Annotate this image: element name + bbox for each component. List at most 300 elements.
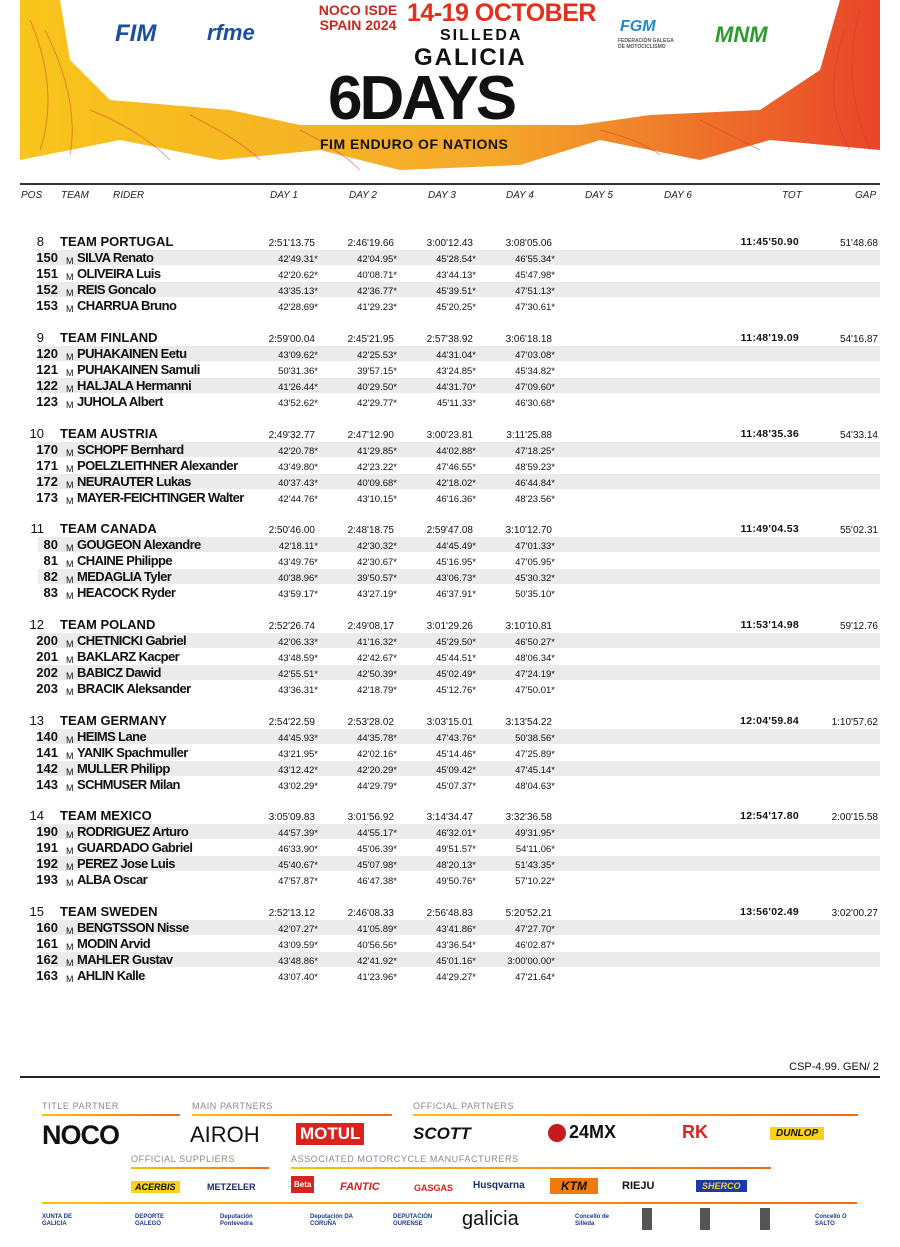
rider-name: MAHLER Gustav bbox=[77, 952, 173, 967]
team-position: 8 bbox=[36, 234, 44, 249]
rider-day-time: 42'25.53* bbox=[357, 350, 397, 361]
rider-row bbox=[0, 936, 900, 952]
rider-day-time: 45'34.82* bbox=[515, 366, 555, 377]
24mx-logo bbox=[548, 1122, 616, 1143]
team-day-time: 3:13'54.22 bbox=[505, 717, 552, 728]
rk-logo: RK bbox=[682, 1122, 708, 1142]
rider-day-time: 50'31.36* bbox=[278, 366, 318, 377]
rider-day-time: 44'31.70* bbox=[436, 382, 476, 393]
team-gap: 51'48.68 bbox=[839, 238, 878, 249]
rider-day-time: 40'56.56* bbox=[357, 940, 397, 951]
rider-row bbox=[0, 394, 900, 410]
rider-row bbox=[0, 282, 900, 298]
rider-number: 150 bbox=[36, 250, 58, 265]
team-gap: 59'12.76 bbox=[839, 621, 878, 632]
rider-name: SILVA Renato bbox=[77, 250, 154, 265]
rider-number: 201 bbox=[36, 649, 58, 664]
rider-class: M bbox=[66, 352, 74, 362]
rider-name: MODIN Arvid bbox=[77, 936, 151, 951]
rider-day-time: 48'20.13* bbox=[436, 860, 476, 871]
rider-day-time: 44'55.17* bbox=[357, 828, 397, 839]
team-position: 9 bbox=[36, 330, 44, 345]
rider-day-time: 39'57.15* bbox=[357, 366, 397, 377]
rider-day-time: 48'06.34* bbox=[515, 653, 555, 664]
team-day-time: 5:20'52.21 bbox=[505, 908, 552, 919]
municipal-crest-icon bbox=[642, 1208, 652, 1230]
rider-day-time: 50'35.10* bbox=[515, 589, 555, 600]
team-day-time: 3:32'36.58 bbox=[505, 812, 552, 823]
rider-number: 170 bbox=[36, 442, 58, 457]
rieju-logo: RIEJU bbox=[622, 1180, 655, 1192]
rider-day-time: 47'27.70* bbox=[515, 924, 555, 935]
rider-name: JUHOLA Albert bbox=[77, 394, 163, 409]
rider-day-time: 49'31.95* bbox=[515, 828, 555, 839]
rider-day-time: 44'31.04* bbox=[436, 350, 476, 361]
rider-day-time: 42'44.76* bbox=[278, 494, 318, 505]
team-day-time: 3:06'18.18 bbox=[505, 334, 552, 345]
rider-day-time: 45'12.76* bbox=[436, 685, 476, 696]
rider-number: 172 bbox=[36, 474, 58, 489]
fim-logo: FIM bbox=[115, 20, 157, 47]
section-bar bbox=[42, 1202, 857, 1204]
rider-day-time: 47'30.61* bbox=[515, 302, 555, 313]
rider-day-time: 43'02.29* bbox=[278, 781, 318, 792]
rider-day-time: 43'52.62* bbox=[278, 398, 318, 409]
rider-name: PUHAKAINEN Eetu bbox=[77, 346, 187, 361]
team-day-time: 2:54'22.59 bbox=[268, 717, 315, 728]
rider-row bbox=[0, 537, 900, 553]
rider-day-time: 42'20.62* bbox=[278, 270, 318, 281]
team-name: TEAM CANADA bbox=[60, 521, 157, 536]
rider-name: ALBA Oscar bbox=[77, 872, 148, 887]
rider-day-time: 40'37.43* bbox=[278, 478, 318, 489]
rider-day-time: 48'23.56* bbox=[515, 494, 555, 505]
dunlop-logo: DUNLOP bbox=[770, 1127, 824, 1140]
team-day-time: 3:10'12.70 bbox=[505, 525, 552, 536]
rider-name: AHLIN Kalle bbox=[77, 968, 145, 983]
rider-day-time: 42'06.33* bbox=[278, 637, 318, 648]
rider-row bbox=[0, 490, 900, 506]
mnm-logo: MNM bbox=[715, 22, 768, 47]
team-row bbox=[0, 330, 900, 346]
rider-row bbox=[0, 362, 900, 378]
rider-number: 190 bbox=[36, 824, 58, 839]
rider-number: 80 bbox=[43, 537, 58, 552]
rider-class: M bbox=[66, 400, 74, 410]
rider-row bbox=[0, 458, 900, 474]
team-gap: 54'16.87 bbox=[839, 334, 878, 345]
team-day-time: 2:49'08.17 bbox=[347, 621, 394, 632]
rider-class: M bbox=[66, 256, 74, 266]
metzeler-logo: METZELER bbox=[207, 1182, 256, 1192]
col-day-2: DAY 2 bbox=[349, 190, 377, 201]
team-row bbox=[0, 808, 900, 824]
rider-day-time: 43'44.13* bbox=[436, 270, 476, 281]
rider-number: 83 bbox=[43, 585, 58, 600]
rider-class: M bbox=[66, 496, 74, 506]
rider-class: M bbox=[66, 751, 74, 761]
team-gap: 1:10'57.62 bbox=[831, 717, 878, 728]
rider-day-time: 43'27.19* bbox=[357, 589, 397, 600]
rider-number: 173 bbox=[36, 490, 58, 505]
rider-number: 162 bbox=[36, 952, 58, 967]
rider-name: BAKLARZ Kacper bbox=[77, 649, 180, 664]
team-total-time: 13:56'02.49 bbox=[740, 906, 799, 918]
col-rider: RIDER bbox=[113, 190, 145, 201]
rider-day-time: 43'36.31* bbox=[278, 685, 318, 696]
rider-name: BENGTSSON Nisse bbox=[77, 920, 189, 935]
header-divider bbox=[20, 183, 880, 185]
team-gap: 2:00'15.58 bbox=[831, 812, 878, 823]
rider-number: 82 bbox=[43, 569, 58, 584]
rider-class: M bbox=[66, 862, 74, 872]
rider-name: GUARDADO Gabriel bbox=[77, 840, 193, 855]
rider-day-time: 46'30.68* bbox=[515, 398, 555, 409]
rider-row bbox=[0, 824, 900, 840]
rider-class: M bbox=[66, 767, 74, 777]
rider-day-time: 47'18.25* bbox=[515, 446, 555, 457]
rider-day-time: 41'29.85* bbox=[357, 446, 397, 457]
rider-number: 200 bbox=[36, 633, 58, 648]
team-day-time: 2:46'08.33 bbox=[347, 908, 394, 919]
rider-day-time: 43'49.80* bbox=[278, 462, 318, 473]
rider-name: MULLER Philipp bbox=[77, 761, 170, 776]
rider-number: 122 bbox=[36, 378, 58, 393]
rider-day-time: 40'38.96* bbox=[278, 573, 318, 584]
team-total-time: 12:54'17.80 bbox=[740, 810, 799, 822]
rider-day-time: 43'59.17* bbox=[278, 589, 318, 600]
rider-day-time: 46'47.38* bbox=[357, 876, 397, 887]
rider-day-time: 47'43.76* bbox=[436, 733, 476, 744]
rider-day-time: 47'51.13* bbox=[515, 286, 555, 297]
col-day-5: DAY 5 bbox=[585, 190, 613, 201]
rider-number: 81 bbox=[43, 553, 58, 568]
rider-day-time: 44'02.88* bbox=[436, 446, 476, 457]
rider-day-time: 43'48.59* bbox=[278, 653, 318, 664]
rider-day-time: 46'44.84* bbox=[515, 478, 555, 489]
team-day-time: 2:52'26.74 bbox=[268, 621, 315, 632]
acerbis-logo: ACERBIS bbox=[131, 1181, 180, 1193]
rider-day-time: 43'41.86* bbox=[436, 924, 476, 935]
team-row bbox=[0, 617, 900, 633]
rider-number: 151 bbox=[36, 266, 58, 281]
rider-number: 141 bbox=[36, 745, 58, 760]
rider-day-time: 46'33.90* bbox=[278, 844, 318, 855]
rider-class: M bbox=[66, 655, 74, 665]
rider-number: 123 bbox=[36, 394, 58, 409]
rider-day-time: 46'16.36* bbox=[436, 494, 476, 505]
rider-row bbox=[0, 442, 900, 458]
rider-day-time: 3:00'00.00* bbox=[507, 956, 555, 967]
rider-day-time: 42'18.02* bbox=[436, 478, 476, 489]
team-gap: 55'02.31 bbox=[839, 525, 878, 536]
rider-day-time: 42'18.79* bbox=[357, 685, 397, 696]
rider-day-time: 44'29.79* bbox=[357, 781, 397, 792]
rider-day-time: 43'07.40* bbox=[278, 972, 318, 983]
event-subtitle: FIM ENDURO OF NATIONS bbox=[320, 136, 509, 152]
rider-number: 192 bbox=[36, 856, 58, 871]
rider-class: M bbox=[66, 735, 74, 745]
rider-number: 120 bbox=[36, 346, 58, 361]
rider-day-time: 47'21.64* bbox=[515, 972, 555, 983]
rider-number: 203 bbox=[36, 681, 58, 696]
rider-number: 193 bbox=[36, 872, 58, 887]
team-day-time: 2:53'28.02 bbox=[347, 717, 394, 728]
rider-class: M bbox=[66, 272, 74, 282]
rider-day-time: 43'35.13* bbox=[278, 286, 318, 297]
rider-class: M bbox=[66, 671, 74, 681]
ktm-logo: KTM bbox=[550, 1178, 598, 1194]
rider-row bbox=[0, 298, 900, 314]
rider-day-time: 42'55.51* bbox=[278, 669, 318, 680]
team-name: TEAM PORTUGAL bbox=[60, 234, 174, 249]
team-gap: 3:02'00.27 bbox=[831, 908, 878, 919]
rider-row bbox=[0, 856, 900, 872]
institution-logo: XUNTA DE GALICIA bbox=[42, 1214, 72, 1227]
rider-class: M bbox=[66, 926, 74, 936]
rider-day-time: 43'06.73* bbox=[436, 573, 476, 584]
rider-day-time: 47'24.19* bbox=[515, 669, 555, 680]
team-name: TEAM GERMANY bbox=[60, 713, 167, 728]
rider-row bbox=[0, 569, 900, 585]
main-partners-label: MAIN PARTNERS bbox=[192, 1101, 273, 1111]
team-day-time: 3:01'56.92 bbox=[347, 812, 394, 823]
rider-class: M bbox=[66, 543, 74, 553]
rider-name: PUHAKAINEN Samuli bbox=[77, 362, 200, 377]
rider-day-time: 43'12.42* bbox=[278, 765, 318, 776]
rider-class: M bbox=[66, 830, 74, 840]
institution-logo: galicia bbox=[462, 1208, 519, 1230]
rider-name: OLIVEIRA Luis bbox=[77, 266, 161, 281]
col-team: TEAM bbox=[61, 190, 89, 201]
team-name: TEAM POLAND bbox=[60, 617, 156, 632]
rider-day-time: 47'01.33* bbox=[515, 541, 555, 552]
team-day-time: 2:56'48.83 bbox=[426, 908, 473, 919]
team-total-time: 11:53'14.98 bbox=[740, 619, 799, 631]
rider-name: MEDAGLIA Tyler bbox=[77, 569, 172, 584]
rider-name: SCHMUSER Milan bbox=[77, 777, 180, 792]
team-day-time: 2:59'47.08 bbox=[426, 525, 473, 536]
rider-class: M bbox=[66, 480, 74, 490]
team-total-time: 12:04'59.84 bbox=[740, 715, 799, 727]
rider-day-time: 51'43.35* bbox=[515, 860, 555, 871]
rider-row bbox=[0, 474, 900, 490]
venue-line2: GALICIA bbox=[414, 44, 527, 71]
venue-line1: SILLEDA bbox=[440, 27, 523, 44]
rider-number: 171 bbox=[36, 458, 58, 473]
rider-row bbox=[0, 633, 900, 649]
rider-day-time: 42'29.77* bbox=[357, 398, 397, 409]
rider-day-time: 49'50.76* bbox=[436, 876, 476, 887]
team-row bbox=[0, 713, 900, 729]
rider-day-time: 46'02.87* bbox=[515, 940, 555, 951]
rider-day-time: 45'39.51* bbox=[436, 286, 476, 297]
rider-row bbox=[0, 649, 900, 665]
rider-day-time: 45'29.50* bbox=[436, 637, 476, 648]
rider-day-time: 41'29.23* bbox=[357, 302, 397, 313]
team-day-time: 2:45'21.95 bbox=[347, 334, 394, 345]
team-position: 10 bbox=[29, 426, 44, 441]
rider-day-time: 44'35.78* bbox=[357, 733, 397, 744]
rider-name: RODRIGUEZ Arturo bbox=[77, 824, 189, 839]
rider-day-time: 40'08.71* bbox=[357, 270, 397, 281]
rider-name: NEURAUTER Lukas bbox=[77, 474, 191, 489]
institution-logo: DEPUTACIÓN OURENSE bbox=[393, 1214, 433, 1227]
husqvarna-logo: Husqvarna bbox=[473, 1180, 525, 1191]
rider-number: 160 bbox=[36, 920, 58, 935]
rider-day-time: 47'50.01* bbox=[515, 685, 555, 696]
rider-row bbox=[0, 346, 900, 362]
rider-number: 142 bbox=[36, 761, 58, 776]
rider-day-time: 48'04.63* bbox=[515, 781, 555, 792]
beta-logo: Beta bbox=[291, 1176, 314, 1193]
team-total-time: 11:45'50.90 bbox=[740, 236, 799, 248]
rider-day-time: 45'44.51* bbox=[436, 653, 476, 664]
rider-day-time: 42'42.67* bbox=[357, 653, 397, 664]
rider-day-time: 42'28.69* bbox=[278, 302, 318, 313]
rider-day-time: 41'05.89* bbox=[357, 924, 397, 935]
rider-day-time: 47'03.08* bbox=[515, 350, 555, 361]
motul-logo: MOTUL bbox=[296, 1123, 364, 1145]
rider-number: 121 bbox=[36, 362, 58, 377]
team-day-time: 3:00'23.81 bbox=[426, 430, 473, 441]
title-partner-label: TITLE PARTNER bbox=[42, 1101, 119, 1111]
rider-day-time: 47'57.87* bbox=[278, 876, 318, 887]
rider-class: M bbox=[66, 974, 74, 984]
rider-day-time: 45'20.25* bbox=[436, 302, 476, 313]
institution-logo: Deputación Pontevedra bbox=[220, 1214, 253, 1227]
rider-day-time: 45'14.46* bbox=[436, 749, 476, 760]
team-total-time: 11:49'04.53 bbox=[740, 523, 799, 535]
team-day-time: 3:00'12.43 bbox=[426, 238, 473, 249]
rider-row bbox=[0, 266, 900, 282]
rider-number: 143 bbox=[36, 777, 58, 792]
rider-class: M bbox=[66, 368, 74, 378]
rider-number: 202 bbox=[36, 665, 58, 680]
team-day-time: 2:47'12.90 bbox=[347, 430, 394, 441]
rider-day-time: 45'09.42* bbox=[436, 765, 476, 776]
page-reference: CSP-4.99. GEN/ 2 bbox=[789, 1061, 879, 1073]
rider-class: M bbox=[66, 559, 74, 569]
team-row bbox=[0, 426, 900, 442]
rider-day-time: 41'26.44* bbox=[278, 382, 318, 393]
team-day-time: 2:46'19.66 bbox=[347, 238, 394, 249]
rider-number: 152 bbox=[36, 282, 58, 297]
municipal-crest-icon bbox=[700, 1208, 710, 1230]
rider-day-time: 54'11.06* bbox=[515, 844, 555, 855]
team-total-time: 11:48'35.36 bbox=[740, 428, 799, 440]
official-suppliers-label: OFFICIAL SUPPLIERS bbox=[131, 1154, 235, 1164]
airoh-logo: AIROH bbox=[190, 1122, 260, 1147]
rider-day-time: 57'10.22* bbox=[515, 876, 555, 887]
rider-day-time: 42'49.31* bbox=[278, 254, 318, 265]
team-day-time: 2:59'00.04 bbox=[268, 334, 315, 345]
team-name: TEAM FINLAND bbox=[60, 330, 158, 345]
rider-name: BABICZ Dawid bbox=[77, 665, 161, 680]
rider-number: 191 bbox=[36, 840, 58, 855]
col-gap: GAP bbox=[855, 190, 877, 201]
institution-logo: Concello O SALTO bbox=[815, 1214, 847, 1227]
rider-row bbox=[0, 872, 900, 888]
rider-class: M bbox=[66, 304, 74, 314]
team-day-time: 3:08'05.06 bbox=[505, 238, 552, 249]
rider-day-time: 43'49.76* bbox=[278, 557, 318, 568]
six-days-logo: 6DAYS bbox=[328, 64, 515, 133]
rider-day-time: 42'36.77* bbox=[357, 286, 397, 297]
rider-row bbox=[0, 840, 900, 856]
event-dates: 14-19 OCTOBER bbox=[407, 0, 596, 27]
rider-class: M bbox=[66, 942, 74, 952]
rider-name: CHETNICKI Gabriel bbox=[77, 633, 186, 648]
scott-logo: SCOTT bbox=[413, 1124, 471, 1143]
rider-row bbox=[0, 952, 900, 968]
rider-day-time: 43'48.86* bbox=[278, 956, 318, 967]
rider-number: 153 bbox=[36, 298, 58, 313]
team-name: TEAM SWEDEN bbox=[60, 904, 158, 919]
rider-day-time: 49'51.57* bbox=[436, 844, 476, 855]
municipal-crest-icon bbox=[760, 1208, 770, 1230]
rider-row bbox=[0, 920, 900, 936]
rider-day-time: 42'20.78* bbox=[278, 446, 318, 457]
rider-day-time: 46'37.91* bbox=[436, 589, 476, 600]
24mx-text: 24MX bbox=[569, 1122, 617, 1142]
col-day-3: DAY 3 bbox=[428, 190, 456, 201]
team-day-time: 3:10'10.81 bbox=[505, 621, 552, 632]
rider-day-time: 45'47.98* bbox=[515, 270, 555, 281]
rider-class: M bbox=[66, 448, 74, 458]
rider-name: CHAINE Philippe bbox=[77, 553, 173, 568]
footer-divider bbox=[20, 1076, 880, 1078]
rider-class: M bbox=[66, 384, 74, 394]
col-pos: POS bbox=[21, 190, 43, 201]
rider-class: M bbox=[66, 575, 74, 585]
rider-class: M bbox=[66, 846, 74, 856]
section-bar bbox=[42, 1114, 180, 1116]
rider-class: M bbox=[66, 288, 74, 298]
team-day-time: 3:01'29.26 bbox=[426, 621, 473, 632]
rider-day-time: 42'23.22* bbox=[357, 462, 397, 473]
team-day-time: 3:14'34.47 bbox=[426, 812, 473, 823]
rider-number: 140 bbox=[36, 729, 58, 744]
rider-name: HEACOCK Ryder bbox=[77, 585, 176, 600]
rider-day-time: 43'24.85* bbox=[436, 366, 476, 377]
rider-day-time: 44'57.39* bbox=[278, 828, 318, 839]
sherco-logo: SHERCO bbox=[696, 1180, 747, 1192]
team-total-time: 11:48'19.09 bbox=[740, 332, 799, 344]
team-day-time: 2:52'13.12 bbox=[268, 908, 315, 919]
rider-row bbox=[0, 378, 900, 394]
rider-day-time: 40'09.68* bbox=[357, 478, 397, 489]
team-day-time: 3:11'25.88 bbox=[506, 430, 552, 441]
section-bar bbox=[413, 1114, 858, 1116]
fgm-subtitle: FEDERACIÓN GALEGA DE MOTOCICLISMO bbox=[618, 38, 674, 50]
rider-day-time: 42'20.29* bbox=[357, 765, 397, 776]
rider-day-time: 40'29.50* bbox=[357, 382, 397, 393]
fantic-logo: FANTIC bbox=[340, 1181, 380, 1193]
team-position: 11 bbox=[30, 521, 44, 536]
rider-number: 163 bbox=[36, 968, 58, 983]
rider-day-time: 47'46.55* bbox=[436, 462, 476, 473]
fgm-logo: FGM bbox=[620, 18, 656, 35]
rider-day-time: 45'30.32* bbox=[515, 573, 555, 584]
rider-day-time: 47'05.95* bbox=[515, 557, 555, 568]
rider-day-time: 47'09.60* bbox=[515, 382, 555, 393]
manufacturers-label: ASSOCIATED MOTORCYCLE MANUFACTURERS bbox=[291, 1154, 519, 1164]
rider-row bbox=[0, 761, 900, 777]
rider-day-time: 42'18.11* bbox=[278, 541, 318, 552]
institution-logo: Concello de Silleda bbox=[575, 1214, 610, 1227]
rider-day-time: 45'28.54* bbox=[436, 254, 476, 265]
